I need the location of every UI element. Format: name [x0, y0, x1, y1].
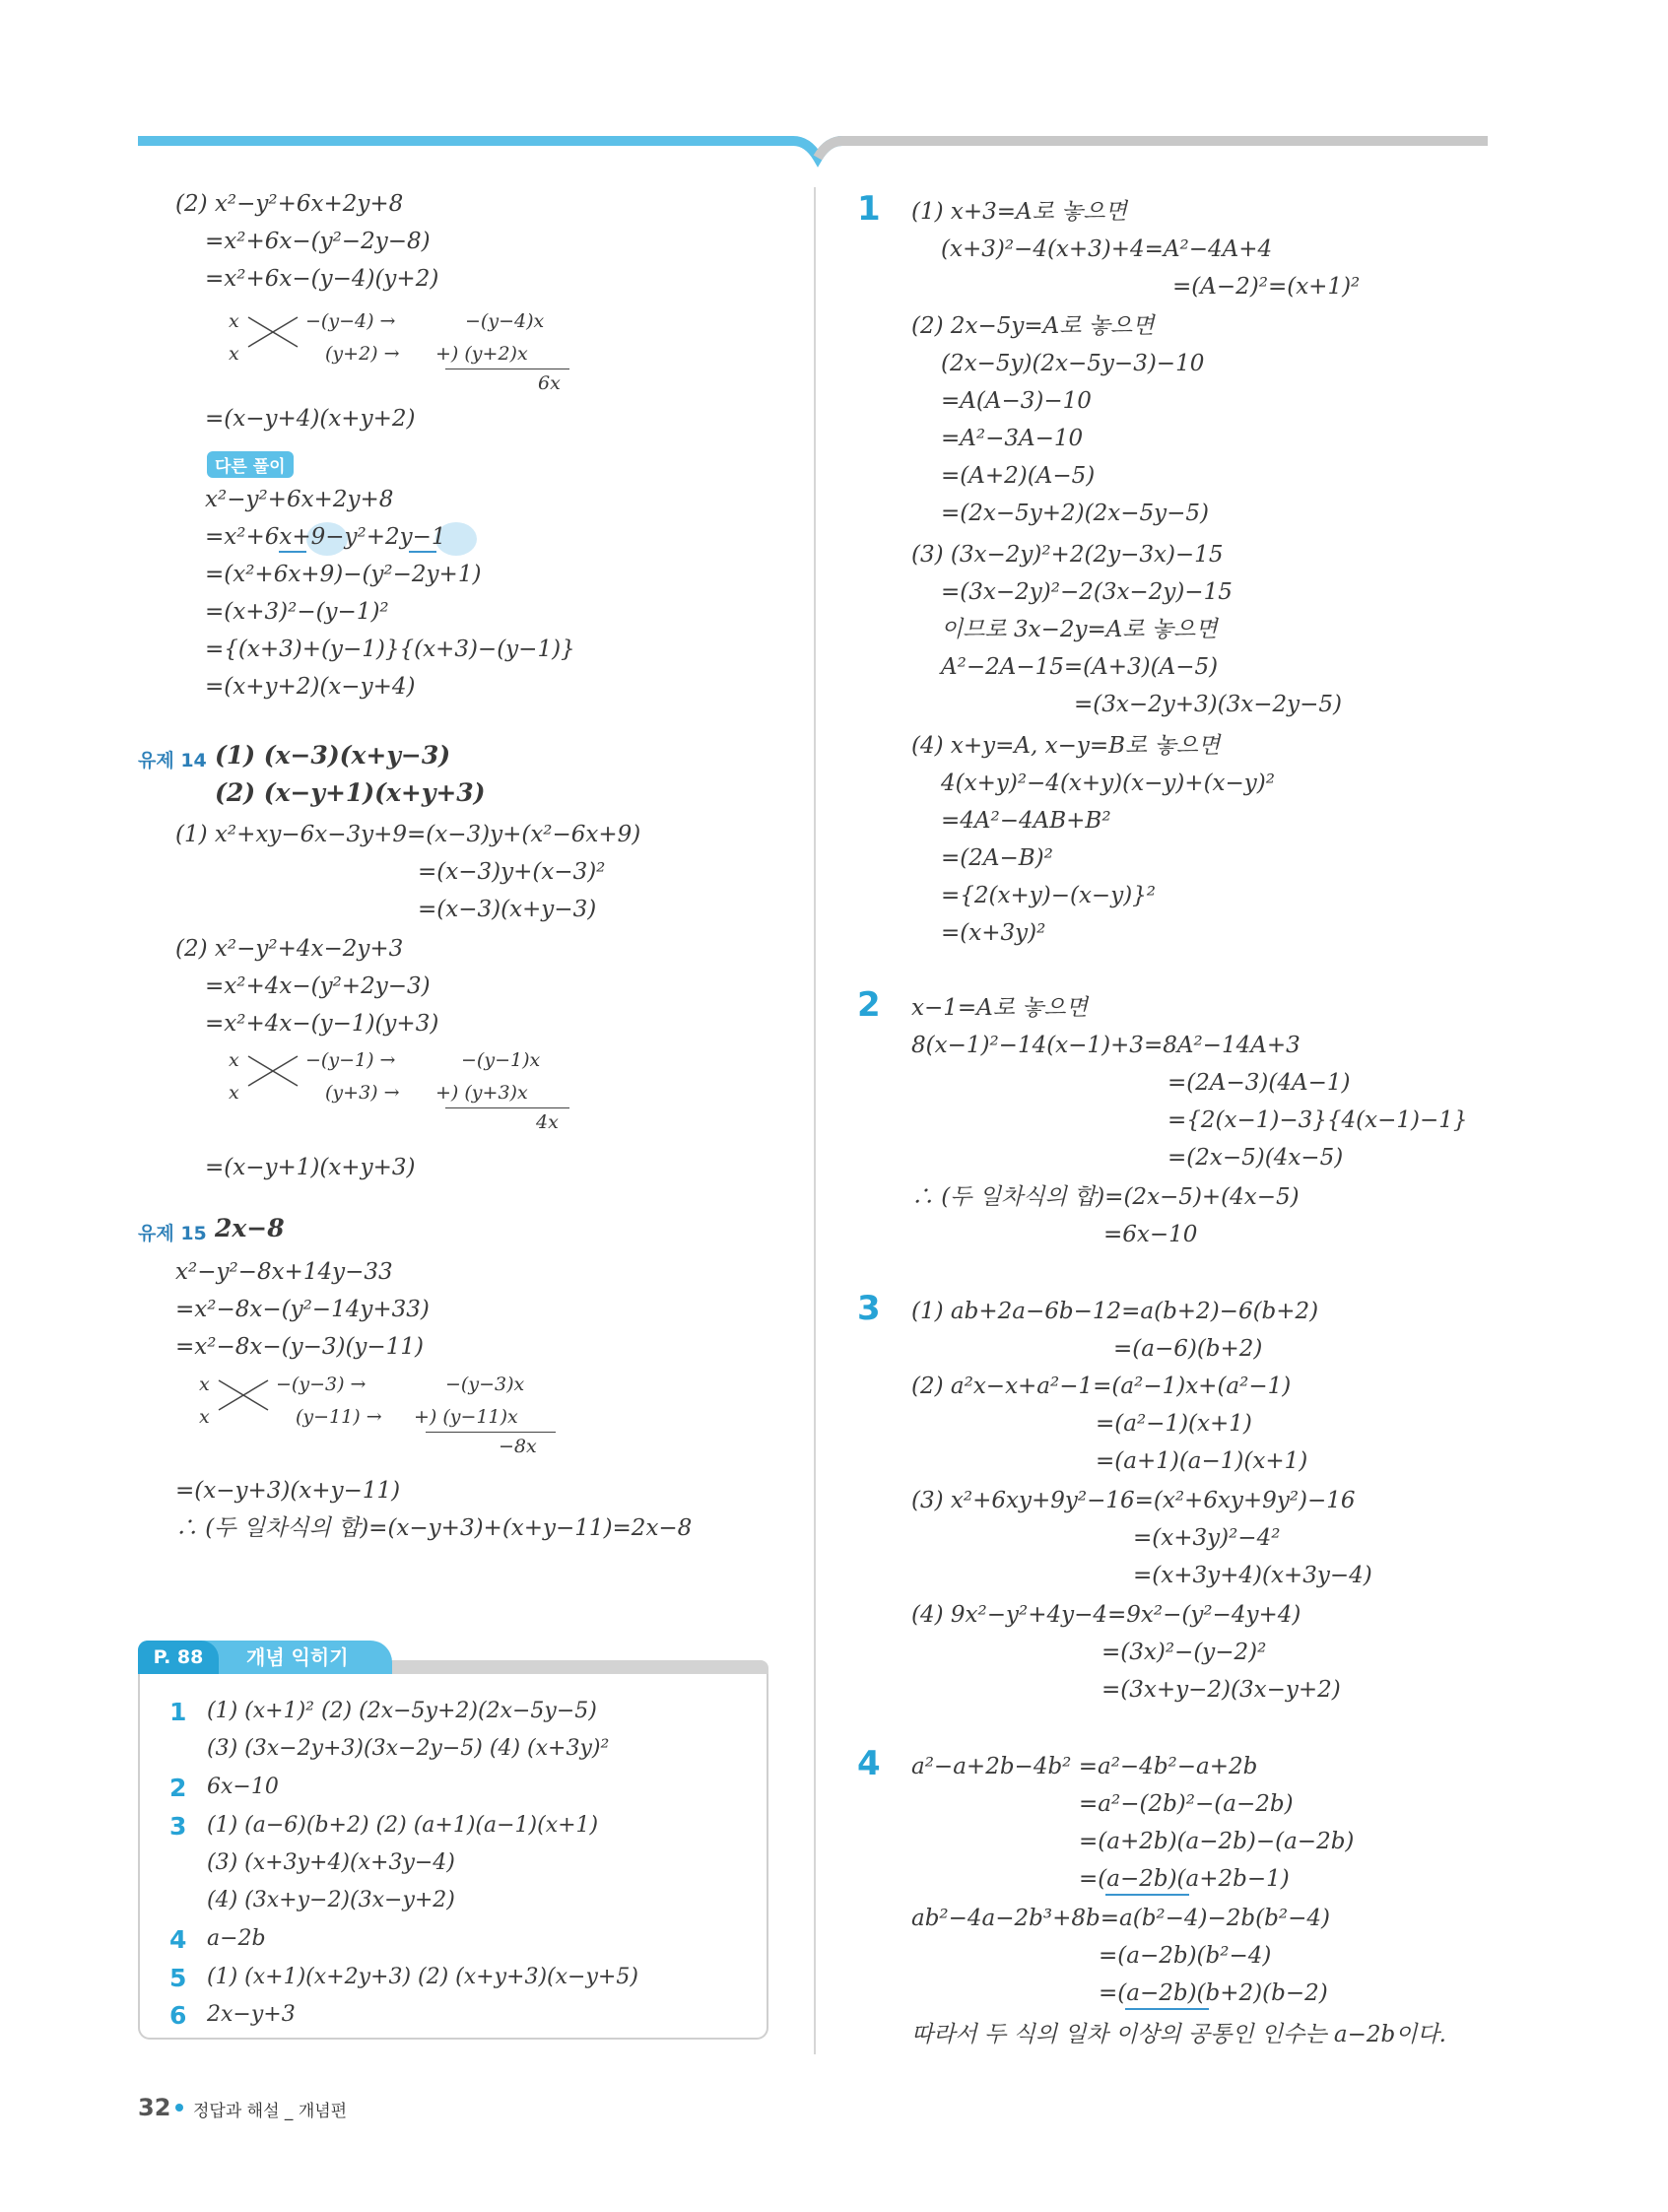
cross-term: (y+2) → — [325, 343, 400, 365]
cross-term: x — [229, 343, 239, 365]
cross-term: x — [199, 1374, 210, 1395]
solution-line: a²−a+2b−4b² =a²−4b²−a+2b — [911, 1754, 1258, 1779]
solution-line: =(A−2)²=(x+1)² — [1172, 274, 1361, 300]
exercise-15-line: =(x−y+3)(x+y−11) — [175, 1478, 401, 1504]
top-line: =x²+6x−(y−4)(y+2) — [205, 266, 439, 292]
answer-number: 2 — [169, 1774, 187, 1802]
cross-term: −(y−4) → — [305, 310, 396, 332]
header-bar — [0, 0, 1668, 168]
page-tag: P. 88 — [138, 1641, 219, 1674]
exercise-15-line: x²−y²−8x+14y−33 — [175, 1259, 393, 1285]
solution-line: 4(x+y)²−4(x+y)(x−y)+(x−y)² — [941, 771, 1275, 796]
solution-line: =4A²−4AB+B² — [941, 808, 1111, 834]
solution-line: =(2A−3)(4A−1) — [1168, 1070, 1351, 1096]
alt-solution-tag: 다른 풀이 — [207, 451, 294, 478]
answer-number: 1 — [169, 1698, 187, 1726]
solution-line: =(a−6)(b+2) — [1113, 1336, 1263, 1362]
solution-line: =(x+3y)² — [941, 920, 1046, 946]
exercise-14-line: =(x−3)y+(x−3)² — [418, 859, 606, 885]
answer-line: (3) (3x−2y+3)(3x−2y−5) (4) (x+3y)² — [207, 1736, 610, 1761]
solution-line: =A²−3A−10 — [941, 426, 1084, 451]
answer-line: (3) (x+3y+4)(x+3y−4) — [207, 1850, 455, 1875]
solution-line: (3) x²+6xy+9y²−16=(x²+6xy+9y²)−16 — [911, 1488, 1356, 1513]
underline-mark — [1125, 2008, 1209, 2010]
cross-lines — [246, 1052, 305, 1092]
cross-term: x — [229, 1082, 239, 1104]
top-line: =(x−y+4)(x+y+2) — [205, 406, 416, 432]
solution-line: ={2(x+y)−(x−y)}² — [941, 883, 1157, 908]
cross-term: x — [229, 1049, 239, 1071]
answer-line: a−2b — [207, 1926, 266, 1951]
solution-line: =(a−2b)(b²−4) — [1099, 1943, 1272, 1969]
cross-term: −(y−3) → — [276, 1374, 367, 1395]
footer-dot — [175, 2104, 183, 2111]
exercise-14-answer: (2) (x−y+1)(x+y+3) — [215, 778, 486, 807]
alt-line: =(x+3)²−(y−1)² — [205, 599, 389, 625]
exercise-14-line: (1) x²+xy−6x−3y+9=(x−3)y+(x²−6x+9) — [175, 822, 641, 847]
cross-term: (y+3) → — [325, 1082, 400, 1104]
solution-line: (2) 2x−5y=A로 놓으면 — [911, 313, 1155, 339]
cross-lines — [246, 313, 305, 353]
problem-number: 3 — [857, 1289, 881, 1328]
exercise-14-label: 유제 14 — [138, 750, 207, 771]
solution-line: =(A+2)(A−5) — [941, 463, 1096, 489]
alt-line: =x²+6x+9−y²+2y−1 — [205, 524, 446, 550]
solution-line: (1) x+3=A로 놓으면 — [911, 199, 1127, 225]
solution-line: (4) 9x²−y²+4y−4=9x²−(y²−4y+4) — [911, 1602, 1301, 1628]
header-bar-right — [818, 141, 1488, 158]
answer-number: 5 — [169, 1964, 187, 1992]
solution-line: ∴ (두 일차식의 합)=(2x−5)+(4x−5) — [911, 1184, 1300, 1210]
top-line: =x²+6x−(y²−2y−8) — [205, 229, 431, 254]
cross-term: +) (y−11)x — [414, 1406, 518, 1428]
cross-term: −8x — [499, 1436, 537, 1457]
cross-term: −(y−4)x — [465, 310, 545, 332]
solution-line: (2x−5y)(2x−5y−3)−10 — [941, 351, 1205, 376]
alt-line: =(x+y+2)(x−y+4) — [205, 674, 416, 700]
answer-number: 3 — [169, 1812, 187, 1841]
solution-line: =(a+2b)(a−2b)−(a−2b) — [1079, 1829, 1355, 1854]
answer-line: 6x−10 — [207, 1775, 279, 1799]
solution-line: =(x+3y)²−4² — [1133, 1525, 1281, 1551]
solution-line: 이므로 3x−2y=A로 놓으면 — [941, 617, 1218, 642]
cross-term: −(y−1)x — [461, 1049, 541, 1071]
solution-line: (1) ab+2a−6b−12=a(b+2)−6(b+2) — [911, 1299, 1319, 1324]
solution-line: (x+3)²−4(x+3)+4=A²−4A+4 — [941, 236, 1273, 262]
solution-line: ={2(x−1)−3}{4(x−1)−1} — [1168, 1107, 1468, 1133]
solution-line: (3) (3x−2y)²+2(2y−3x)−15 — [911, 542, 1224, 568]
solution-line: =a²−(2b)²−(a−2b) — [1079, 1791, 1294, 1817]
exercise-14-line: =(x−3)(x+y−3) — [418, 897, 597, 922]
solution-line: (2) a²x−x+a²−1=(a²−1)x+(a²−1) — [911, 1374, 1292, 1399]
solution-line: =(x+3y+4)(x+3y−4) — [1133, 1563, 1372, 1588]
alt-line: x²−y²+6x+2y+8 — [205, 487, 394, 512]
answer-number: 4 — [169, 1925, 187, 1954]
cross-term: +) (y+3)x — [435, 1082, 528, 1104]
cross-term: x — [199, 1406, 210, 1428]
answer-line: (4) (3x+y−2)(3x−y+2) — [207, 1888, 455, 1912]
exercise-14-line: =(x−y+1)(x+y+3) — [205, 1155, 416, 1180]
solution-line: (4) x+y=A, x−y=B로 놓으면 — [911, 733, 1221, 759]
exercise-14-line: =x²+4x−(y²+2y−3) — [205, 973, 431, 999]
column-divider — [814, 187, 816, 2054]
answer-line: (1) (a−6)(b+2) (2) (a+1)(a−1)(x+1) — [207, 1813, 599, 1838]
exercise-14-line: =x²+4x−(y−1)(y+3) — [205, 1011, 439, 1037]
exercise-15-answer: 2x−8 — [215, 1214, 285, 1242]
answer-line: (1) (x+1)(x+2y+3) (2) (x+y+3)(x−y+5) — [207, 1965, 638, 1989]
solution-line: ab²−4a−2b³+8b=a(b²−4)−2b(b²−4) — [911, 1906, 1330, 1931]
exercise-14-line: (2) x²−y²+4x−2y+3 — [175, 936, 404, 962]
cross-lines — [217, 1376, 276, 1416]
exercise-15-line: ∴ (두 일차식의 합)=(x−y+3)+(x+y−11)=2x−8 — [175, 1515, 693, 1541]
cross-term: 4x — [536, 1111, 559, 1133]
footer-text: 정답과 해설 _ 개념편 — [193, 2102, 348, 2121]
problem-number: 1 — [857, 189, 881, 229]
solution-line: =(a²−1)(x+1) — [1096, 1411, 1252, 1437]
alt-line: =(x²+6x+9)−(y²−2y+1) — [205, 562, 482, 587]
answer-number: 6 — [169, 2001, 187, 2030]
solution-line: =(2A−B)² — [941, 845, 1053, 871]
cross-term: 6x — [538, 372, 561, 394]
solution-line: =(2x−5)(4x−5) — [1168, 1145, 1344, 1171]
solution-line: 8(x−1)²−14(x−1)+3=8A²−14A+3 — [911, 1033, 1301, 1058]
top-line: (2) x²−y²+6x+2y+8 — [175, 191, 404, 217]
cross-term: −(y−3)x — [445, 1374, 525, 1395]
page-number: 32 — [138, 2094, 171, 2121]
solution-line: =(3x+y−2)(3x−y+2) — [1101, 1677, 1341, 1703]
alt-line: ={(x+3)+(y−1)}{(x+3)−(y−1)} — [205, 637, 575, 662]
answer-line: 2x−y+3 — [207, 2002, 296, 2027]
exercise-14-answer: (1) (x−3)(x+y−3) — [215, 741, 451, 770]
exercise-15-line: =x²−8x−(y²−14y+33) — [175, 1297, 430, 1322]
solution-line: =(a+1)(a−1)(x+1) — [1096, 1448, 1308, 1474]
solution-line: =A(A−3)−10 — [941, 388, 1092, 414]
problem-number: 2 — [857, 985, 881, 1025]
solution-line: =(3x)²−(y−2)² — [1101, 1640, 1267, 1665]
cross-term: +) (y+2)x — [435, 343, 528, 365]
solution-line: =(a−2b)(b+2)(b−2) — [1099, 1980, 1328, 2006]
solution-line: =(2x−5y+2)(2x−5y−5) — [941, 501, 1209, 526]
answer-line: (1) (x+1)² (2) (2x−5y+2)(2x−5y−5) — [207, 1699, 597, 1723]
problem-number: 4 — [857, 1744, 881, 1783]
cross-term: −(y−1) → — [305, 1049, 396, 1071]
solution-line: =(3x−2y+3)(3x−2y−5) — [1074, 692, 1342, 717]
solution-line: 따라서 두 식의 일차 이상의 공통인 인수는 a−2b이다. — [911, 2022, 1446, 2047]
underline-mark — [1105, 1894, 1189, 1896]
solution-line: =(3x−2y)²−2(3x−2y)−15 — [941, 579, 1233, 605]
cross-term: (y−11) → — [296, 1406, 382, 1428]
exercise-15-label: 유제 15 — [138, 1223, 207, 1244]
cross-term: x — [229, 310, 239, 332]
solution-line: =(a−2b)(a+2b−1) — [1079, 1866, 1290, 1892]
concept-box-title: 개념 익히기 — [246, 1645, 349, 1669]
solution-line: x−1=A로 놓으면 — [911, 995, 1088, 1021]
exercise-15-line: =x²−8x−(y−3)(y−11) — [175, 1334, 424, 1360]
solution-line: A²−2A−15=(A+3)(A−5) — [941, 654, 1219, 680]
solution-line: =6x−10 — [1103, 1222, 1198, 1247]
